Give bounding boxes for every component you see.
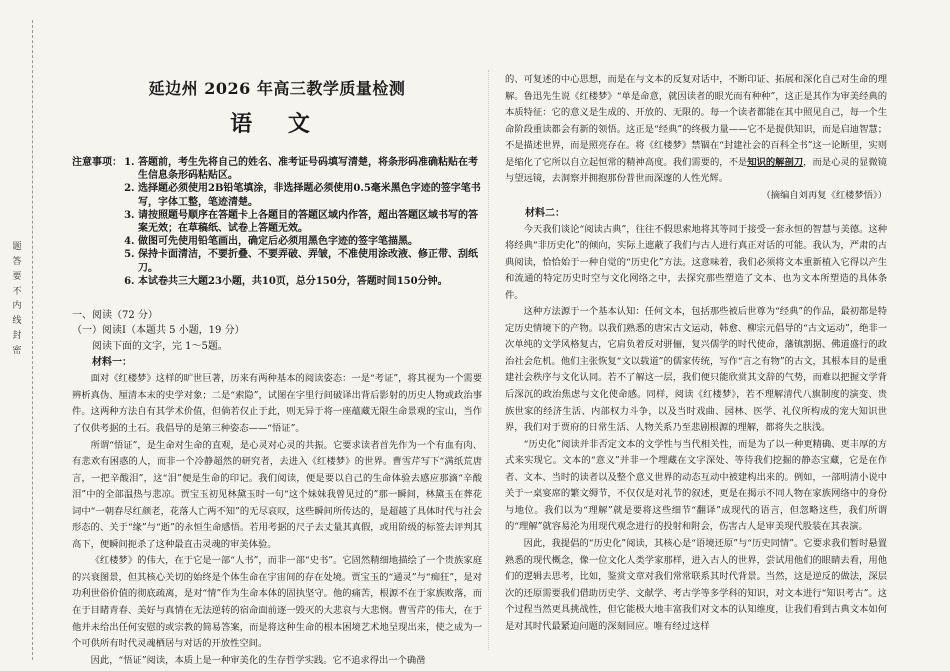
notes-label: 注意事项： — [72, 157, 122, 168]
note-item: 4. 做图可先使用铅笔画出，确定后必须用黑色字迹的签字笔描黑。 — [138, 235, 482, 248]
binding-dashed-line — [32, 20, 33, 660]
material-1-heading: 材料一： — [92, 357, 132, 369]
exam-title: 延边州 2026 年高三教学质量检测 — [148, 79, 406, 98]
instruction: 阅读下面的文字，完 1～5题。 — [92, 340, 228, 352]
paragraph: “历史化”阅读并非否定文本的文学性与当代相关性，而是为了以一种更精确、更丰厚的方式来实现它。文本的“意义”并非一个埋藏在文字深处、等待我们挖掘的静态宝藏，它是在作者、文本、当时的读者以及整个意义世界的动态互动中被建构出来的。例如，一部明清小说中关于一桌宴席的繁文缛节，不仅仅是对礼节的叙述，更是在揭示不同人物在家族网络中的身份与地位。我们以为“理解”就是要将这些细节“翻译”成现代的语言，但忽略这些，我们所谓的“理解”就容易沦为用现代观念进行的投射和附会，伤害古人是审美现代股装在其表演。 — [505, 438, 887, 533]
column-divider — [488, 70, 489, 650]
note-item: 3. 请按照题号顺序在答题卡上各题目的答题区域内作答，超出答题区域书写的答案无效；在草稿纸、试卷上答题无效。 — [138, 209, 482, 235]
material-2-heading: 材料二： — [525, 207, 565, 219]
subject-title: 语 文 — [230, 111, 324, 137]
paragraph: 因此，“悟证”阅读，本质上是一种审美化的生存哲学实践。它不追求得出一个确凿 — [90, 654, 426, 666]
binding-char: 密 — [12, 345, 22, 356]
source-citation: （摘编自刘再复《红楼梦悟》） — [761, 189, 887, 201]
notes-list — [126, 156, 482, 288]
note-item: 6. 本试卷共三大题23小题，共10页，总分150分，答题时间150分钟。 — [138, 275, 482, 288]
subsection-heading: （一）阅读Ⅰ（本题共 5 小题，19 分） — [72, 325, 245, 337]
left-column — [72, 72, 482, 669]
paragraph-text: 的、可复述的中心思想，而是在与文本的反复对话中，不断印证、拓展和深化自己对生命的理解。鲁迅先生说《红楼梦》“单是命意，就因读者的眼光而有种种”，这正是其作为审美经典的本质特征：它的意义是生成的、开放的、无限的。每一个读者都能在其中照见自己，每一个生命阶段重读都会有新的领悟。这正是“经典”的终极力量——它不是提供知识，而是启迪智慧；不是描述世界，而是照亮存在。将《红楼梦》禁锢在“封建社会的百科全书”这一论断里，实则是缩化了它所以自立起恒常的精神高度。我们需要的，不是 — [505, 74, 887, 168]
binding-char: 线 — [12, 316, 22, 327]
binding-char: 内 — [12, 301, 22, 312]
binding-margin — [8, 240, 26, 500]
note-item: 5. 保持卡面清洁，不要折叠、不要弄破、弄皱，不准使用涂改液、修正带、刮纸刀。 — [138, 248, 482, 274]
paragraph: 面对《红楼梦》这样的旷世巨著，历来有两种基本的阅读姿态：一是“考证”，将其视为一个需要辨析真伪、厘清本末的史学对象；二是“索隐”，试图在字里行间破译出背后影射的历史人物或政治事件。这两种方法自有其学术价值，但倘若仅止于此，则无异于将一座蕴藏无限生命景观的宝山，当作了仅供考据的土石。我倡导的是第三种姿态——“悟证”。 — [72, 373, 482, 435]
notes-block — [72, 156, 482, 288]
paragraph: 这种方法源于一个基本认知：任何文本，包括那些被后世尊为“经典”的作品，最初都是特定历史情境下的产物。以我们熟悉的唐宋古文运动，韩愈、柳宗元倡导的“古文运动”，绝非一次单纯的文学风格复古，它肩负着反对骈俪，复兴儒学的时代使命，藩镇割据、佛道盛行的政治社会危机。他们主张恢复“文以载道”的儒家传统，写作“言之有物”的古文，其根本目的是重建社会秩序与文化认同。若不了解这一层，我们便只能欣赏其文辞的气势，而难以把握文学背后深沉的政治焦虑与文化使命感。同样，阅读《红楼梦》，若不理解清代八旗制度的演变、贵族世家的经济生活、内部权力斗争，以及当时戏曲、园林、医学、礼仪所构成的宠大知识世界，我们对于贾府的日常生活、人物关系乃至悲剧根源的理解，都将失之肤浅。 — [505, 306, 887, 434]
underlined-phrase: 知识的解剖刀 — [747, 156, 804, 168]
paragraph: 《红楼梦》的伟大，在于它是一部“人书”，而非一部“史书”。它固然精细地描绘了一个贵族家庭的兴衰图景，但其核心关切的始终是个体生命在宇宙间的存在处境。贾宝玉的“通灵”与“痴狂”，是对功利世俗价值的彻底疏离，是对“情”作为生命本体的固执坚守。他的痛苦，根源不在于家族败落，而在于目睹青春、美好与真情在无法逆转的宿命面前逐一毁灭的大悲哀与大悲悯。曹雪芹的伟大，在于他并未给出任何安慰的或宗教的简易答案，而是将这种生命的根本困境艺术地呈现出来，使之成为一个可供所有时代灵魂栖居与对话的开放性空间。 — [72, 555, 482, 650]
paragraph: 因此，我提倡的“历史化”阅读，其核心是“语境还原”与“历史同情”。它要求我们暂时悬置熟悉的现代概念，像一位文化人类学家那样，进入古人的世界，尝试用他们的眼睛去看，用他们的逻辑去思考，比如，鉴赏文章对我们常常联系其时代背景。当然，这是逆反的做法，深层次的还原需要我们借助历史学、文献学、考古学等多学科的知识，对文本进行“知识考古”。这个过程当然更具挑战性，但它能极大地丰富我们对文本的认知维度，让我们看到古典文本如何是对其时代最紧迫问题的深刻回应。唯有经过这样 — [505, 537, 887, 632]
paragraph: 今天我们谈论“阅读古典”，往往不假思索地将其等同于接受一套永恒的智慧与美德。这种将经典“非历史化”的倾向，实际上遮蔽了我们与古人进行真正对话的可能。我认为，严肃的古典阅读，恰恰始于一种自觉的“历史化”方法。这意味着，我们必须将文本重新植入它得以产生和流通的特定历史时空与文化网络之中，去探究那些塑造了文本、也为文本所塑造的具体条件。 — [505, 223, 887, 301]
binding-char: 答 — [12, 256, 22, 267]
note-item: 2. 选择题必须使用2B铅笔填涂，非选择题必须使用0.5毫米黑色字迹的签字笔书写，字体工整，笔迹清楚。 — [138, 182, 482, 208]
binding-char: 不 — [12, 286, 22, 297]
binding-char: 封 — [12, 331, 22, 342]
paragraph — [505, 72, 887, 188]
right-column — [505, 72, 887, 635]
binding-char: 要 — [12, 271, 22, 282]
section-heading: 一、阅读（72 分） — [72, 309, 158, 321]
paragraph-text: ，而是心灵的显微镜与望远镜，去洞察并拥抱那份普世而深邃的人性光辉。 — [505, 156, 887, 185]
binding-char: 题 — [12, 242, 22, 252]
note-item: 1. 答题前，考生先将自己的姓名、准考证号码填写清楚，将条形码准确粘贴在考生信息条形码粘贴区。 — [138, 156, 482, 182]
paragraph: 所谓“悟证”，是生命对生命的直观，是心灵对心灵的共振。它要求读者首先作为一个有血有肉、有悲欢有困惑的人，而非一个冷静超然的研究者，去进入《红楼梦》的世界。曹雪芹写下“满纸荒唐言，一把辛酸泪”，这“泪”便是生命的印记。我们阅读，便是要以自己的生命体验去感应那滴“辛酸泪”中的全部温热与悲凉。贾宝玉初见林黛玉时一句“这个妹妹我曾见过的”那一瞬间，林黛玉在葬花词中“一朝春尽红颜老，花落人亡两不知”的无尽哀叹，这些瞬间所传达的，是超越了具体时代与社会形态的、关于“缘”与“逝”的永恒生命感悟。若用考据的尺子去丈量其真假，或用阶级的标签去评判其高下，便瞬间扼杀了这种最直击灵魂的审美体验。 — [72, 439, 482, 550]
